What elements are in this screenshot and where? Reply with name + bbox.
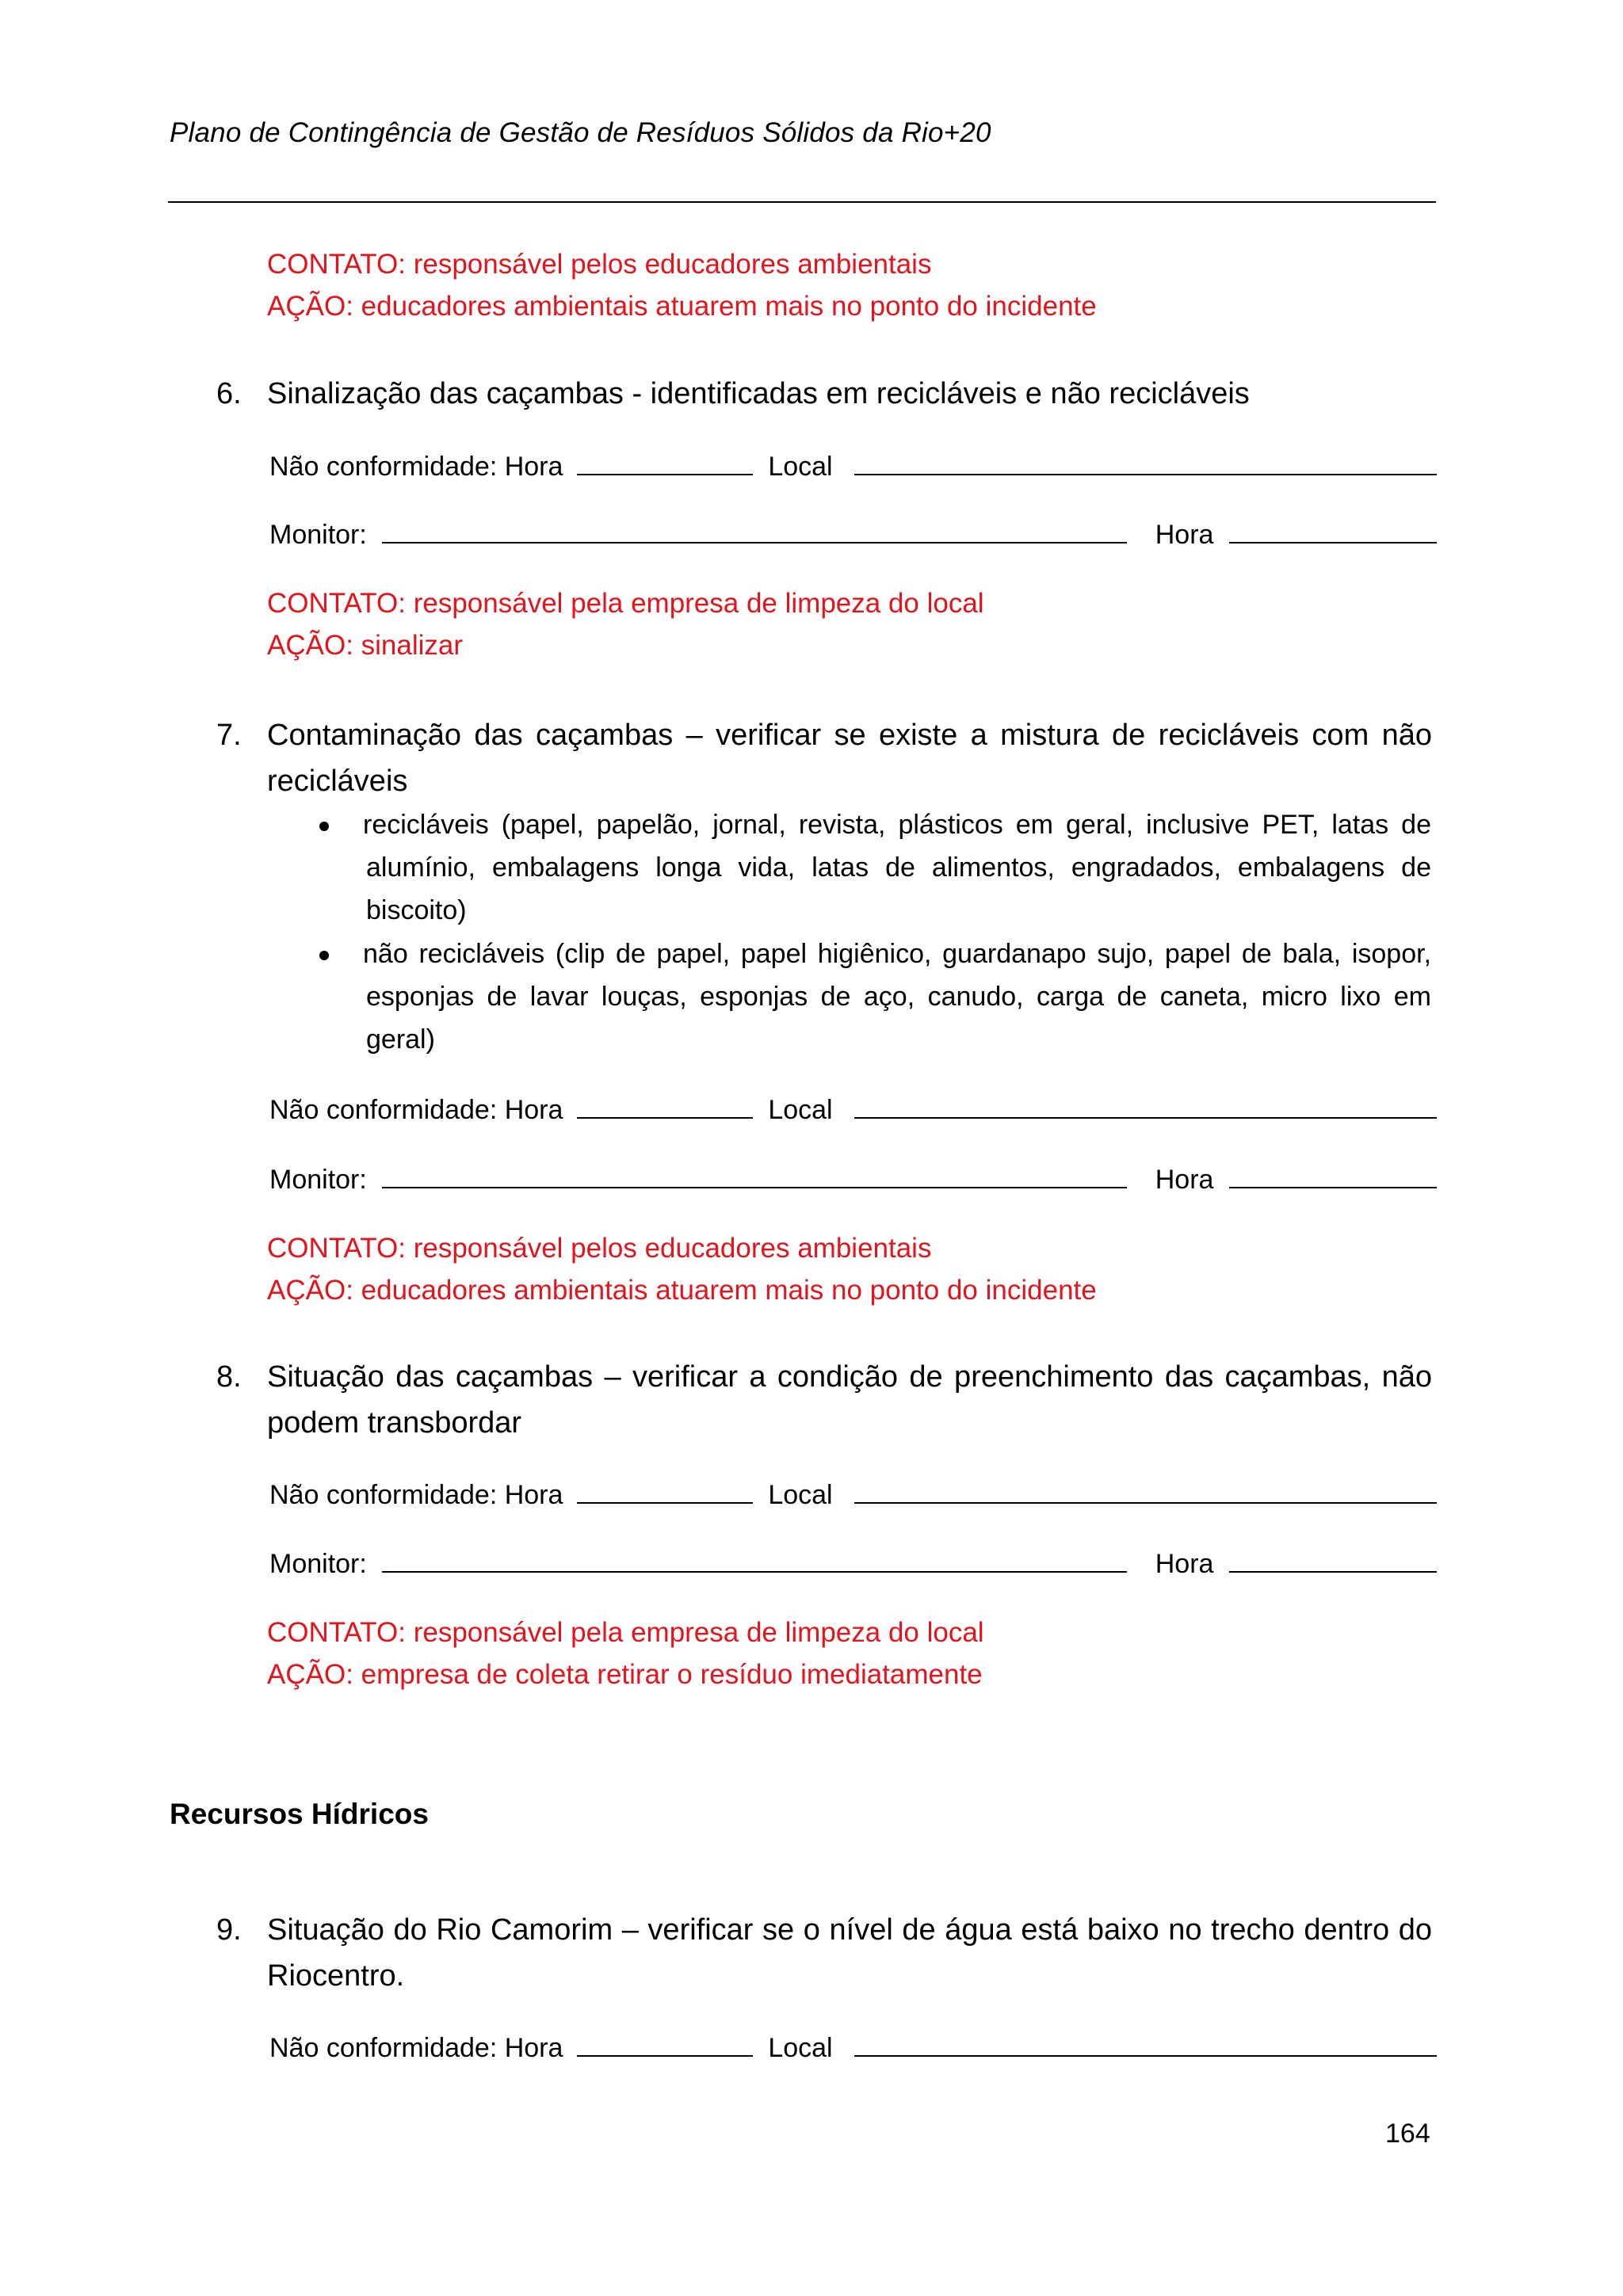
monitor-hour-blank-line[interactable]: [1229, 541, 1437, 543]
monitor-hour-blank-line[interactable]: [1229, 1186, 1437, 1188]
hour-blank-line[interactable]: [577, 2054, 753, 2057]
item-title-continuation: Riocentro.: [267, 1959, 405, 1993]
item-title: Situação das caçambas – verificar a condição de preenchimento das caçambas, não: [267, 1360, 1432, 1394]
local-label: Local: [768, 1480, 833, 1510]
nonconformity-row: [269, 452, 1437, 482]
header-divider: [168, 201, 1436, 203]
acao-text: AÇÃO: educadores ambientais atuarem mais no ponto do incidente: [267, 1275, 1097, 1306]
monitor-row: [269, 1549, 1437, 1580]
bullet-line: recicláveis (papel, papelão, jornal, revista, plásticos em geral, inclusive PET, latas de: [363, 810, 1431, 840]
acao-text: AÇÃO: sinalizar: [267, 630, 464, 661]
monitor-blank-line[interactable]: [382, 1186, 1127, 1188]
local-blank-line[interactable]: [854, 473, 1437, 475]
item-title: Sinalização das caçambas - identificadas em recicláveis e não recicláveis: [267, 377, 1250, 410]
local-blank-line[interactable]: [854, 2054, 1437, 2057]
monitor-label: Monitor:: [269, 520, 367, 550]
local-label: Local: [768, 2033, 833, 2063]
item-title: Contaminação das caçambas – verificar se existe a mistura de recicláveis com não: [267, 719, 1432, 752]
page-number: 164: [1385, 2119, 1430, 2149]
item-number: 6.: [216, 377, 242, 410]
hour-blank-line[interactable]: [577, 1116, 753, 1119]
nonconformity-hour-label: Não conformidade: Hora: [269, 452, 563, 482]
contato-text: CONTATO: responsável pelos educadores ambientais: [267, 249, 932, 280]
monitor-hour-blank-line[interactable]: [1229, 1570, 1437, 1573]
bullet-dot: [319, 822, 329, 831]
local-label: Local: [768, 1095, 833, 1125]
monitor-label: Monitor:: [269, 1165, 367, 1195]
bullet-line: não recicláveis (clip de papel, papel higiênico, guardanapo sujo, papel de bala, isopor,: [363, 939, 1431, 969]
monitor-label: Monitor:: [269, 1549, 367, 1579]
monitor-blank-line[interactable]: [382, 1570, 1127, 1573]
contato-text: CONTATO: responsável pelos educadores ambientais: [267, 1233, 932, 1264]
monitor-hour-label: Hora: [1155, 1549, 1214, 1579]
bullet-line: alumínio, embalagens longa vida, latas de alimentos, engradados, embalagens de: [366, 852, 1431, 883]
acao-text: AÇÃO: empresa de coleta retirar o resíduo imediatamente: [267, 1659, 983, 1690]
item-title: Situação do Rio Camorim – verificar se o nível de água está baixo no trecho dentro do: [267, 1913, 1432, 1947]
local-blank-line[interactable]: [854, 1501, 1437, 1504]
acao-text: AÇÃO: educadores ambientais atuarem mais no ponto do incidente: [267, 291, 1097, 322]
contato-text: CONTATO: responsável pela empresa de limpeza do local: [267, 588, 984, 619]
bullet-line: biscoito): [366, 895, 467, 925]
nonconformity-row: [269, 2033, 1437, 2064]
item-number: 7.: [216, 719, 242, 752]
hour-blank-line[interactable]: [577, 473, 753, 475]
local-blank-line[interactable]: [854, 1116, 1437, 1119]
item-title-continuation: recicláveis: [267, 765, 408, 798]
nonconformity-hour-label: Não conformidade: Hora: [269, 1095, 563, 1125]
monitor-hour-label: Hora: [1155, 1165, 1214, 1195]
hour-blank-line[interactable]: [577, 1501, 753, 1504]
item-number: 8.: [216, 1360, 242, 1394]
contato-text: CONTATO: responsável pela empresa de limpeza do local: [267, 1617, 984, 1648]
nonconformity-row: [269, 1095, 1437, 1126]
header-title: Plano de Contingência de Gestão de Resíduos Sólidos da Rio+20: [170, 117, 991, 148]
item-title-continuation: podem transbordar: [267, 1406, 522, 1440]
nonconformity-hour-label: Não conformidade: Hora: [269, 1480, 563, 1510]
local-label: Local: [768, 452, 833, 482]
nonconformity-hour-label: Não conformidade: Hora: [269, 2033, 563, 2063]
bullet-line: geral): [366, 1024, 435, 1055]
nonconformity-row: [269, 1480, 1437, 1511]
section-heading: Recursos Hídricos: [170, 1798, 429, 1830]
bullet-dot: [319, 951, 329, 960]
monitor-hour-label: Hora: [1155, 520, 1214, 550]
item-number: 9.: [216, 1913, 242, 1947]
bullet-line: esponjas de lavar louças, esponjas de aço, canudo, carga de caneta, micro lixo em: [366, 982, 1431, 1012]
monitor-row: [269, 1165, 1437, 1196]
monitor-blank-line[interactable]: [382, 541, 1127, 543]
monitor-row: [269, 520, 1437, 551]
